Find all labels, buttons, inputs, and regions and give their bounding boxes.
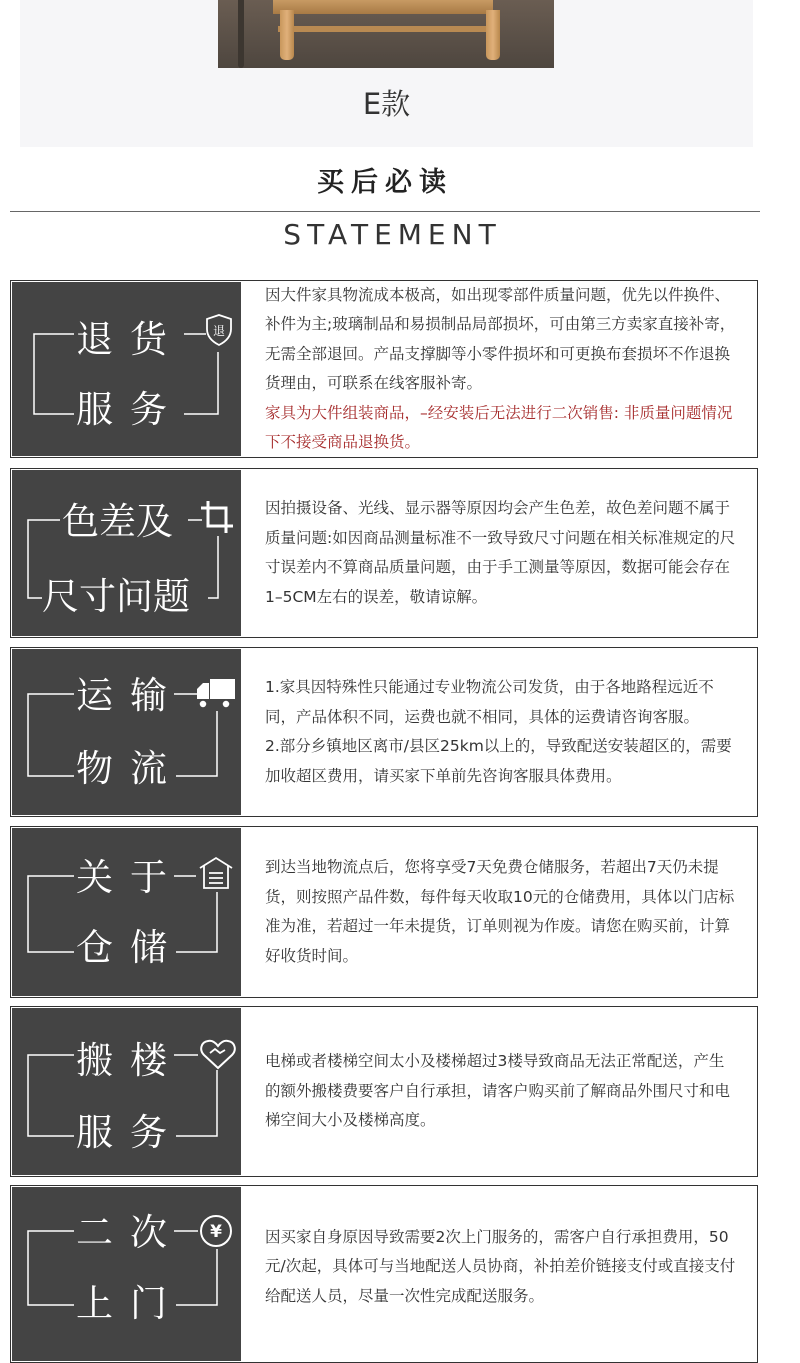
row-label-panel xyxy=(12,1008,241,1175)
product-card xyxy=(20,0,753,147)
row-label-line1: 关于 xyxy=(76,856,184,899)
row-text: 因拍摄设备、光线、显示器等原因均会产生色差，故色差问题不属于质量问题:如因商品测量标准不一致导致尺寸问题在相关标准规定的尺寸误差内不算商品质量问题，由于手工测量等原因，数据可能会存在1–5CM左右的误差，敬请谅解。 xyxy=(265,499,736,606)
svg-text:退: 退 xyxy=(212,324,226,338)
product-image xyxy=(218,0,554,68)
row-text: 1.家具因特殊性只能通过专业物流公司发货，由于各地路程远近不同，产品体积不同，运费也就不相同，具体的运费请咨询客服。 xyxy=(265,678,714,726)
info-row-color-size xyxy=(10,468,758,638)
row-text: 因大件家具物流成本极高，如出现零部件质量问题，优先以件换件、补件为主;玻璃制品和易损制品局部损坏，可由第三方卖家直接补寄，无需全部退回。产品支撑脚等小零件损坏和可更换布套损坏不作退换货理由，可联系在线客服补寄。 xyxy=(265,285,736,392)
info-row-storage xyxy=(10,826,758,998)
info-row-stairs xyxy=(10,1006,758,1177)
row-label-panel xyxy=(12,470,241,636)
row-text: 到达当地物流点后，您将享受7天免费仓储服务，若超出7天仍未提货，则按照产品件数，每件每天收取10元的仓储费用，具体以门店标准为准，若超过一年未提货，订单则视为作废。请您在购买前，计算好收货时间。 xyxy=(265,858,735,965)
row-label-line2: 物流 xyxy=(76,747,184,790)
row-label-line2: 上门 xyxy=(76,1282,184,1325)
info-row-second-visit xyxy=(10,1185,758,1363)
row-label-line1: 二次 xyxy=(76,1211,184,1254)
row-label-line1: 退货 xyxy=(76,318,184,361)
section-subtitle: STATEMENT xyxy=(283,218,502,251)
row-label-panel xyxy=(12,649,241,815)
row-label-line1: 搬楼 xyxy=(76,1039,184,1082)
row-label-line1: 色差及 xyxy=(62,500,173,543)
row-label-line1: 运输 xyxy=(76,674,184,717)
row-warning: 家具为大件组装商品，–经安装后无法进行二次销售: 非质量问题情况下不接受商品退换货。 xyxy=(265,403,733,451)
row-text: 2.部分乡镇地区离市/县区25km以上的，导致配送安装超区的，需要加收超区费用，请买家下单前先咨询客服具体费用。 xyxy=(265,737,732,785)
row-label-panel xyxy=(12,282,241,456)
row-label-panel xyxy=(12,828,241,996)
section-title: 买后必读 xyxy=(317,167,453,198)
info-row-shipping xyxy=(10,647,758,817)
row-text: 因买家自身原因导致需要2次上门服务的，需客户自行承担费用，50元/次起，具体可与当地配送人员协商，补拍差价链接支付或直接支付给配送人员，尽量一次性完成配送服务。 xyxy=(265,1227,736,1305)
model-label: E款 xyxy=(362,87,411,121)
row-label-line2: 服务 xyxy=(76,388,184,431)
bracket-lines xyxy=(12,828,241,998)
row-label-line2: 仓储 xyxy=(76,926,184,969)
info-row-return xyxy=(10,280,758,458)
divider xyxy=(10,211,760,212)
row-label-line2: 服务 xyxy=(76,1111,184,1154)
svg-text:¥: ¥ xyxy=(210,1222,222,1242)
row-text: 电梯或者楼梯空间太小及楼梯超过3楼导致商品无法正常配送，产生的额外搬楼费要客户自行承担，请客户购买前了解商品外围尺寸和电梯空间大小及楼梯高度。 xyxy=(265,1052,731,1130)
row-label-panel xyxy=(12,1187,241,1361)
row-label-line2: 尺寸问题 xyxy=(42,575,190,618)
bracket-lines xyxy=(12,282,241,458)
